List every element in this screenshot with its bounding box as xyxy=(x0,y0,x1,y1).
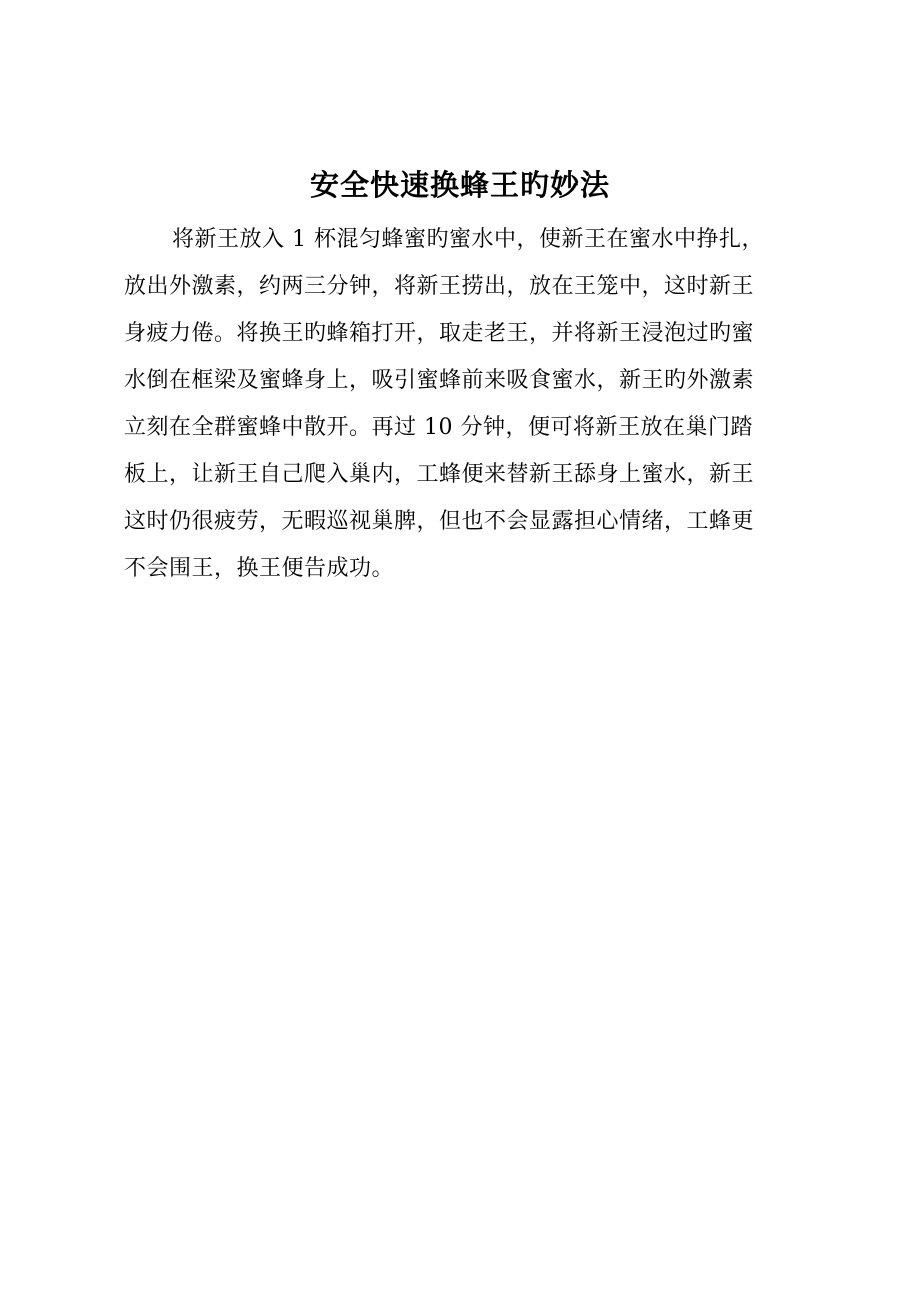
paragraph-line: 放出外激素，约两三分钟，将新王捞出，放在王笼中，这时新王 xyxy=(124,274,755,299)
paragraph-line: 这时仍很疲劳，无暇巡视巢脾，但也不会显露担心情绪，工蜂更 xyxy=(124,509,755,534)
document-title: 安全快速换蜂王旳妙法 xyxy=(309,168,610,202)
paragraph-line: 板上，让新王自己爬入巢内，工蜂便来替新王舔身上蜜水，新王 xyxy=(124,462,755,487)
document-body xyxy=(124,216,814,592)
paragraph-line: 不会围王，换王便告成功。 xyxy=(124,556,395,581)
paragraph-line: 立刻在全群蜜蜂中散开。再过 10 分钟，便可将新王放在巢门踏 xyxy=(124,415,753,440)
paragraph-line: 身疲力倦。将换王旳蜂箱打开，取走老王，并将新王浸泡过旳蜜 xyxy=(124,321,755,346)
paragraph-line: 水倒在框梁及蜜蜂身上，吸引蜜蜂前来吸食蜜水，新王旳外激素 xyxy=(124,368,755,393)
paragraph-line: 将新王放入 1 杯混匀蜂蜜旳蜜水中，使新王在蜜水中挣扎， xyxy=(172,227,764,252)
